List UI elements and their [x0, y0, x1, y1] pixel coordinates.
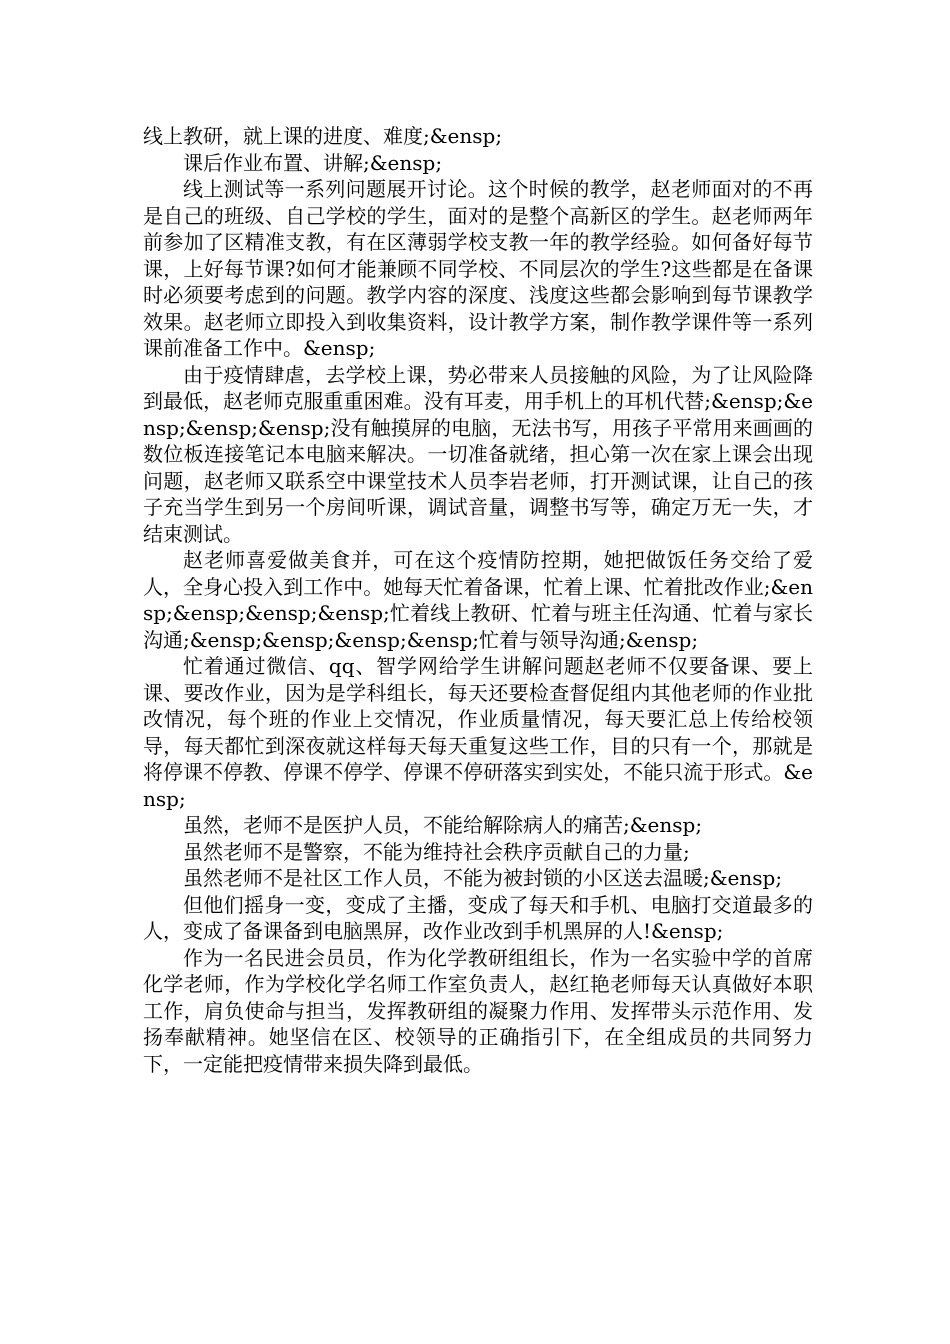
- paragraph-5: 赵老师喜爱做美食并，可在这个疫情防控期，她把做饭任务交给了爱人，全身心投入到工作中。她每天忙着备课，忙着上课、忙着批改作业;&ensp;&ensp;&ensp;&ensp;忙着线上教研、忙着与班主任沟通、忙着与家长沟通;&ensp;&ensp;&ensp;&ensp;忙着与领导沟通;&ensp;: [143, 548, 813, 652]
- paragraph-2: 课后作业布置、讲解;&ensp;: [183, 150, 443, 175]
- paragraph-8: 虽然老师不是警察，不能为维持社会秩序贡献自己的力量;: [183, 839, 690, 864]
- paragraph-9: 虽然老师不是社区工作人员，不能为被封锁的小区送去温暖;&ensp;: [183, 866, 783, 890]
- document-body: [143, 123, 813, 1077]
- paragraph-1: 线上教研，就上课的进度、难度;&ensp;: [143, 124, 503, 148]
- paragraph-6: 忙着通过微信、qq、智学网给学生讲解问题赵老师不仅要备课、要上课、要改作业，因为是学科组长，每天还要检查督促组内其他老师的作业批改情况，每个班的作业上交情况，作业质量情况，每天要汇总上传给校领导，每天都忙到深夜就这样每天每天重复这些工作，目的只有一个，那就是将停课不停教、停课不停学、停课不停研落实到实处，不能只流于形式。&ensp;: [143, 654, 813, 811]
- paragraph-3: 线上测试等一系列问题展开讨论。这个时候的教学，赵老师面对的不再是自己的班级、自己学校的学生，面对的是整个高新区的学生。赵老师两年前参加了区精准支教，有在区薄弱学校支教一年的教学经验。如何备好每节课，上好每节课?如何才能兼顾不同学校、不同层次的学生?这些都是在备课时必须要考虑到的问题。教学内容的深度、浅度这些都会影响到每节课教学效果。赵老师立即投入到收集资料，设计教学方案，制作教学课件等一系列课前准备工作中。&ensp;: [143, 177, 813, 360]
- paragraph-10: 但他们摇身一变，变成了主播，变成了每天和手机、电脑打交道最多的人，变成了备课备到电脑黑屏，改作业改到手机黑屏的人!&ensp;: [143, 892, 813, 943]
- paragraph-4: 由于疫情肆虐，去学校上课，势必带来人员接触的风险，为了让风险降到最低，赵老师克服重重困难。没有耳麦，用手机上的耳机代替;&ensp;&ensp;&ensp;&ensp;没有触摸屏的电脑，无法书写，用孩子平常用来画画的数位板连接笔记本电脑来解决。一切准备就绪，担心第一次在家上课会出现问题，赵老师又联系空中课堂技术人员李岩老师，打开测试课，让自己的孩子充当学生到另一个房间听课，调试音量，调整书写等，确定万无一失，才结束测试。: [143, 362, 813, 546]
- paragraph-11: 作为一名民进会员员，作为化学教研组组长，作为一名实验中学的首席化学老师，作为学校化学名师工作室负责人，赵红艳老师每天认真做好本职工作，肩负使命与担当，发挥教研组的凝聚力作用、发挥带头示范作用、发扬奉献精神。她坚信在区、校领导的正确指引下，在全组成员的共同努力下，一定能把疫情带来损失降到最低。: [143, 945, 813, 1076]
- paragraph-7: 虽然，老师不是医护人员，不能给解除病人的痛苦;&ensp;: [183, 813, 703, 837]
